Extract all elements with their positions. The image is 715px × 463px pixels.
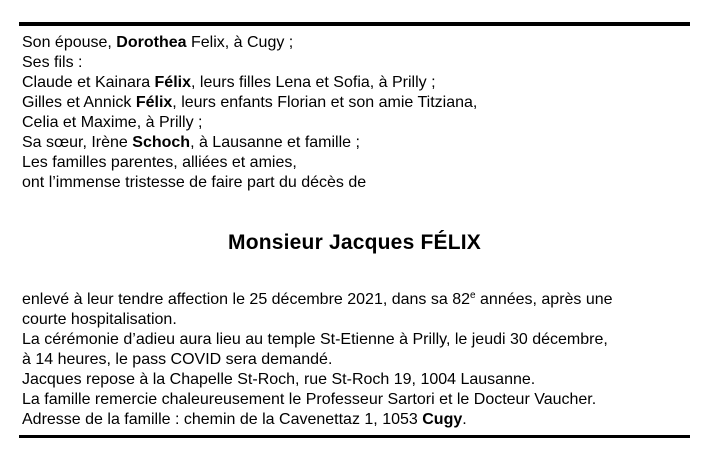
deceased-name: Monsieur Jacques FÉLIX [228, 231, 481, 254]
family-line-sister: Sa sœur, Irène Schoch, à Lausanne et famille ; [22, 134, 360, 151]
announcement-text [22, 290, 613, 430]
spouse-first-name: Dorothea [116, 34, 187, 51]
ordinal-suffix: e [470, 290, 476, 301]
family-line-sons-heading: Ses fils : [22, 54, 83, 71]
death-notice [19, 22, 690, 438]
announcement-line-death-date: enlevé à leur tendre affection le 25 décembre 2021, dans sa 82e années, après une [22, 290, 613, 308]
family-line-spouse: Son épouse, Dorothea Felix, à Cugy ; [22, 34, 294, 51]
bottom-rule [19, 435, 690, 438]
family-line-announcement-intro: ont l’immense tristesse de faire part du décès de [22, 174, 367, 191]
top-rule [19, 22, 690, 26]
surname-bold: Félix [135, 94, 173, 111]
announcement-line-thanks: La famille remercie chaleureusement le Professeur Sartori et le Docteur Vaucher. [22, 391, 597, 408]
family-line-relatives: Les familles parentes, alliées et amies, [22, 154, 297, 171]
family-list [22, 33, 477, 193]
surname-bold: Schoch [132, 134, 191, 151]
family-line-claude: Claude et Kainara Félix, leurs filles Lena et Sofia, à Prilly ; [22, 74, 436, 91]
announcement-line-ceremony: La cérémonie d’adieu aura lieu au temple St-Etienne à Prilly, le jeudi 30 décembre, [22, 331, 608, 348]
family-line-grandchildren: Celia et Maxime, à Prilly ; [22, 114, 203, 131]
announcement-line-hospitalisation: courte hospitalisation. [22, 311, 177, 328]
surname-bold: Félix [154, 74, 191, 91]
announcement-line-address: Adresse de la famille : chemin de la Cavenettaz 1, 1053 Cugy. [22, 411, 467, 428]
family-line-gilles: Gilles et Annick Félix, leurs enfants Florian et son amie Titziana, [22, 94, 478, 111]
announcement-line-rest-place: Jacques repose à la Chapelle St-Roch, rue St-Roch 19, 1004 Lausanne. [22, 371, 536, 388]
town-bold: Cugy [422, 411, 463, 428]
announcement-line-ceremony-time: à 14 heures, le pass COVID sera demandé. [22, 351, 333, 368]
